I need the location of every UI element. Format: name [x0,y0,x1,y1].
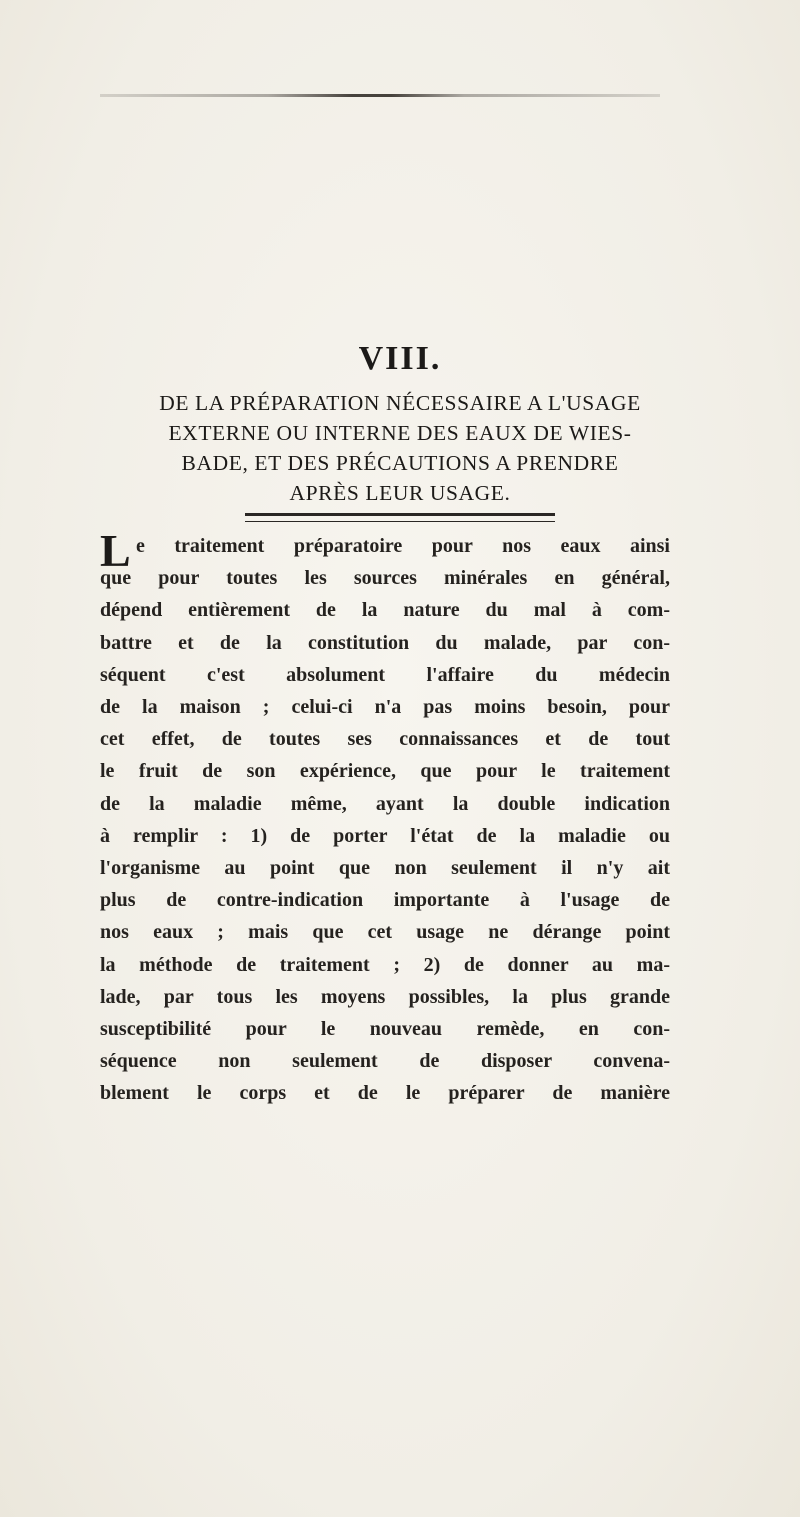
text-line: le fruit de son expérience, que pour le traitement [100,760,670,783]
text-line: cet effet, de toutes ses connaissances et de tout [100,728,670,751]
text-line: l'organisme au point que non seulement il n'y ait [100,857,670,880]
text-line: à remplir : 1) de porter l'état de la maladie ou [100,824,670,847]
text-line: susceptibilité pour le nouveau remède, en con- [100,1018,670,1041]
text-line: nos eaux ; mais que cet usage ne dérange point [100,921,670,944]
text-line: séquent c'est absolument l'affaire du médecin [100,663,670,686]
chapter-title-line: APRÈS LEUR USAGE. [289,481,511,505]
text-line: battre et de la constitution du malade, par con- [100,631,670,654]
text-line: blement le corps et de le préparer de manière [100,1082,670,1105]
top-rule [100,94,660,97]
chapter-title-line: EXTERNE OU INTERNE DES EAUX DE WIES- [168,421,632,445]
text-line: lade, par tous les moyens possibles, la plus grande [100,985,670,1008]
text-line: la méthode de traitement ; 2) de donner au ma- [100,953,670,976]
text-line: dépend entièrement de la nature du mal à com- [100,599,670,622]
drop-cap: L [100,525,131,576]
text-line: de la maison ; celui-ci n'a pas moins besoin, pour [100,696,670,719]
text-line: que pour toutes les sources minérales en général, [100,567,670,590]
chapter-title-line: DE LA PRÉPARATION NÉCESSAIRE A L'USAGE [159,391,641,415]
title-separator-rule [245,513,555,522]
chapter-title [80,388,720,508]
text-line: séquence non seulement de disposer convena- [100,1050,670,1073]
text-line: e traitement préparatoire pour nos eaux ainsi [136,535,670,557]
chapter-number: VIII. [358,340,442,377]
text-line: plus de contre-indication importante à l'usage de [100,889,670,912]
body-paragraph [100,525,670,1110]
chapter-title-line: BADE, ET DES PRÉCAUTIONS A PRENDRE [181,451,619,475]
text-line: de la maladie même, ayant la double indication [100,792,670,815]
